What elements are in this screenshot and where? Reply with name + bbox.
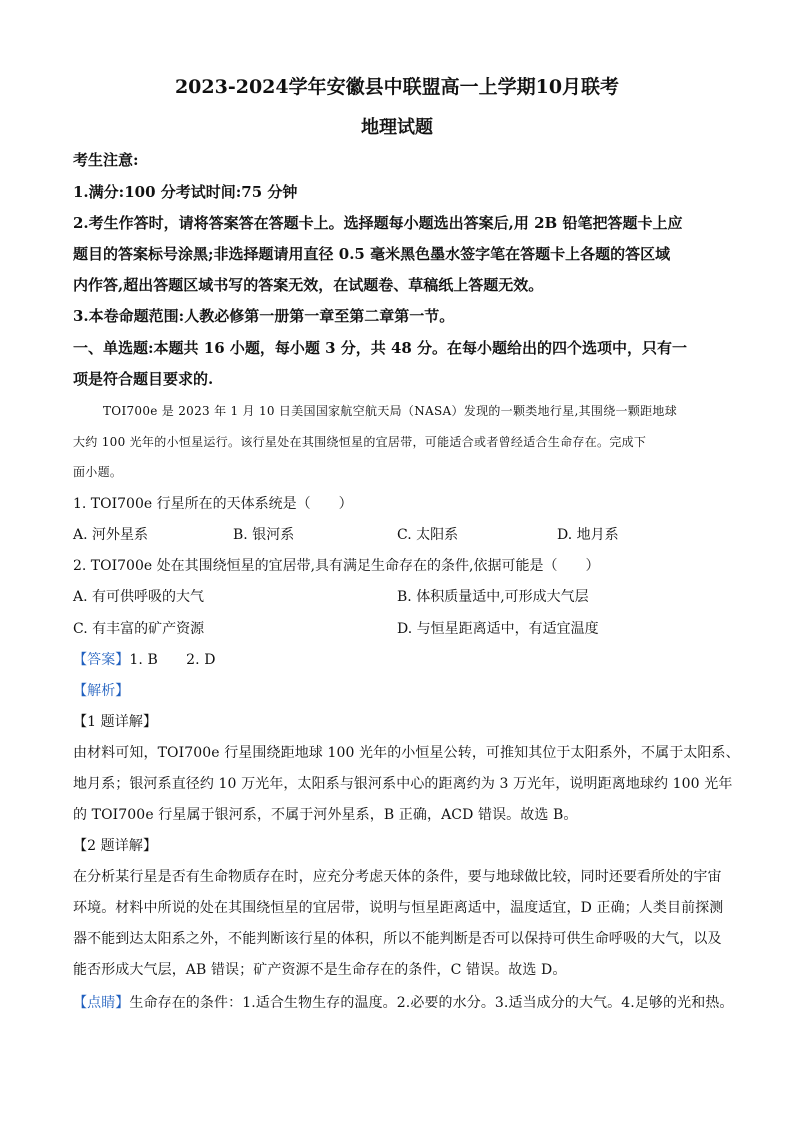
notice-heading: 考生注意: — [73, 151, 139, 169]
question-2-option-d: D. 与恒星距离适中，有适宜温度 — [397, 621, 599, 637]
question-1-option-d: D. 地月系 — [557, 527, 619, 543]
detail-2-line-3: 器不能到达太阳系之外，不能判断该行星的体积，所以不能判断是否可以保持可供生命呼吸的大气，以及 — [73, 931, 722, 947]
detail-1-line-3: 的 TOI700e 行星属于银河系，不属于河外星系，B 正确，ACD 错误。故选 B。 — [73, 807, 578, 823]
notice-item-3: 3.本卷命题范围:人教必修第一册第一章至第二章第一节。 — [73, 307, 455, 325]
detail-2-line-2: 环境。材料中所说的处在其围绕恒星的宜居带，说明与恒星距离适中，温度适宜，D 正确；人类目前探测 — [73, 900, 724, 916]
question-2-option-b: B. 体积质量适中,可形成大气层 — [397, 589, 589, 605]
detail-2-line-1: 在分析某行星是否有生命物质存在时，应充分考虑天体的条件，要与地球做比较，同时还要看所处的宇宙 — [73, 869, 722, 885]
section-heading-line-1: 一、单选题:本题共 16 小题，每小题 3 分，共 48 分。在每小题给出的四个选项中，只有一 — [73, 339, 688, 357]
notice-item-2-line-3: 内作答,超出答题区域书写的答案无效，在试题卷、草稿纸上答题无效。 — [73, 276, 544, 294]
answer-tag: 【答案】 — [73, 652, 130, 668]
notice-item-2-line-1: 2.考生作答时，请将答案答在答题卡上。选择题每小题选出答案后,用 2B 铅笔把答题卡上应 — [73, 214, 683, 232]
page-subtitle: 地理试题 — [361, 117, 433, 138]
notice-item-2-line-2: 题目的答案标号涂黑;非选择题请用直径 0.5 毫米黑色墨水签字笔在答题卡上各题的答区域 — [73, 245, 671, 263]
question-2-stem: 2. TOI700e 处在其围绕恒星的宜居带,具有满足生命存在的条件,依据可能是（ ） — [73, 558, 600, 574]
analysis-tag: 【解析】 — [73, 683, 130, 699]
answer-text: 1. B 2. D — [129, 652, 216, 668]
question-1-stem: 1. TOI700e 行星所在的天体系统是（ ） — [73, 496, 353, 512]
detail-1-line-2: 地月系；银河系直径约 10 万光年，太阳系与银河系中心的距离约为 3 万光年，说明距离地球约 100 光年 — [73, 776, 733, 792]
question-2-option-a: A. 有可供呼吸的大气 — [73, 589, 205, 605]
question-1-option-b: B. 银河系 — [233, 527, 295, 543]
answer-row — [73, 650, 722, 670]
detail-2-line-4: 能否形成大气层，AB 错误；矿产资源不是生命存在的条件，C 错误。故选 D。 — [73, 962, 567, 978]
page-title: 2023-2024学年安徽县中联盟高一上学期10月联考 — [174, 76, 620, 98]
tip-tag: 【点睛】 — [73, 995, 130, 1011]
notice-item-1: 1.满分:100 分考试时间:75 分钟 — [73, 183, 298, 201]
detail-1-tag: 【1 题详解】 — [73, 714, 158, 730]
tip-row — [73, 993, 734, 1013]
question-1-option-c: C. 太阳系 — [397, 527, 459, 543]
detail-2-tag: 【2 题详解】 — [73, 838, 158, 854]
question-1-option-a: A. 河外星系 — [73, 527, 149, 543]
question-2-option-c: C. 有丰富的矿产资源 — [73, 621, 205, 637]
passage-line-1: TOI700e 是 2023 年 1 月 10 日美国国家航空航天局（NASA）发现的一颗类地行星,其围绕一颗距地球 — [103, 404, 678, 418]
passage-line-3: 面小题。 — [73, 465, 123, 479]
detail-1-line-1: 由材料可知，TOI700e 行星围绕距地球 100 光年的小恒星公转，可推知其位于太阳系外，不属于太阳系、 — [73, 745, 740, 761]
section-heading-line-2: 项是符合题目要求的. — [73, 370, 214, 388]
tip-text: 生命存在的条件：1.适合生物生存的温度。2.必要的水分。3.适当成分的大气。4.足够的光和热。 — [129, 995, 734, 1011]
passage-line-2: 大约 100 光年的小恒星运行。该行星处在其围绕恒星的宜居带，可能适合或者曾经适合生命存在。完成下 — [73, 435, 647, 449]
